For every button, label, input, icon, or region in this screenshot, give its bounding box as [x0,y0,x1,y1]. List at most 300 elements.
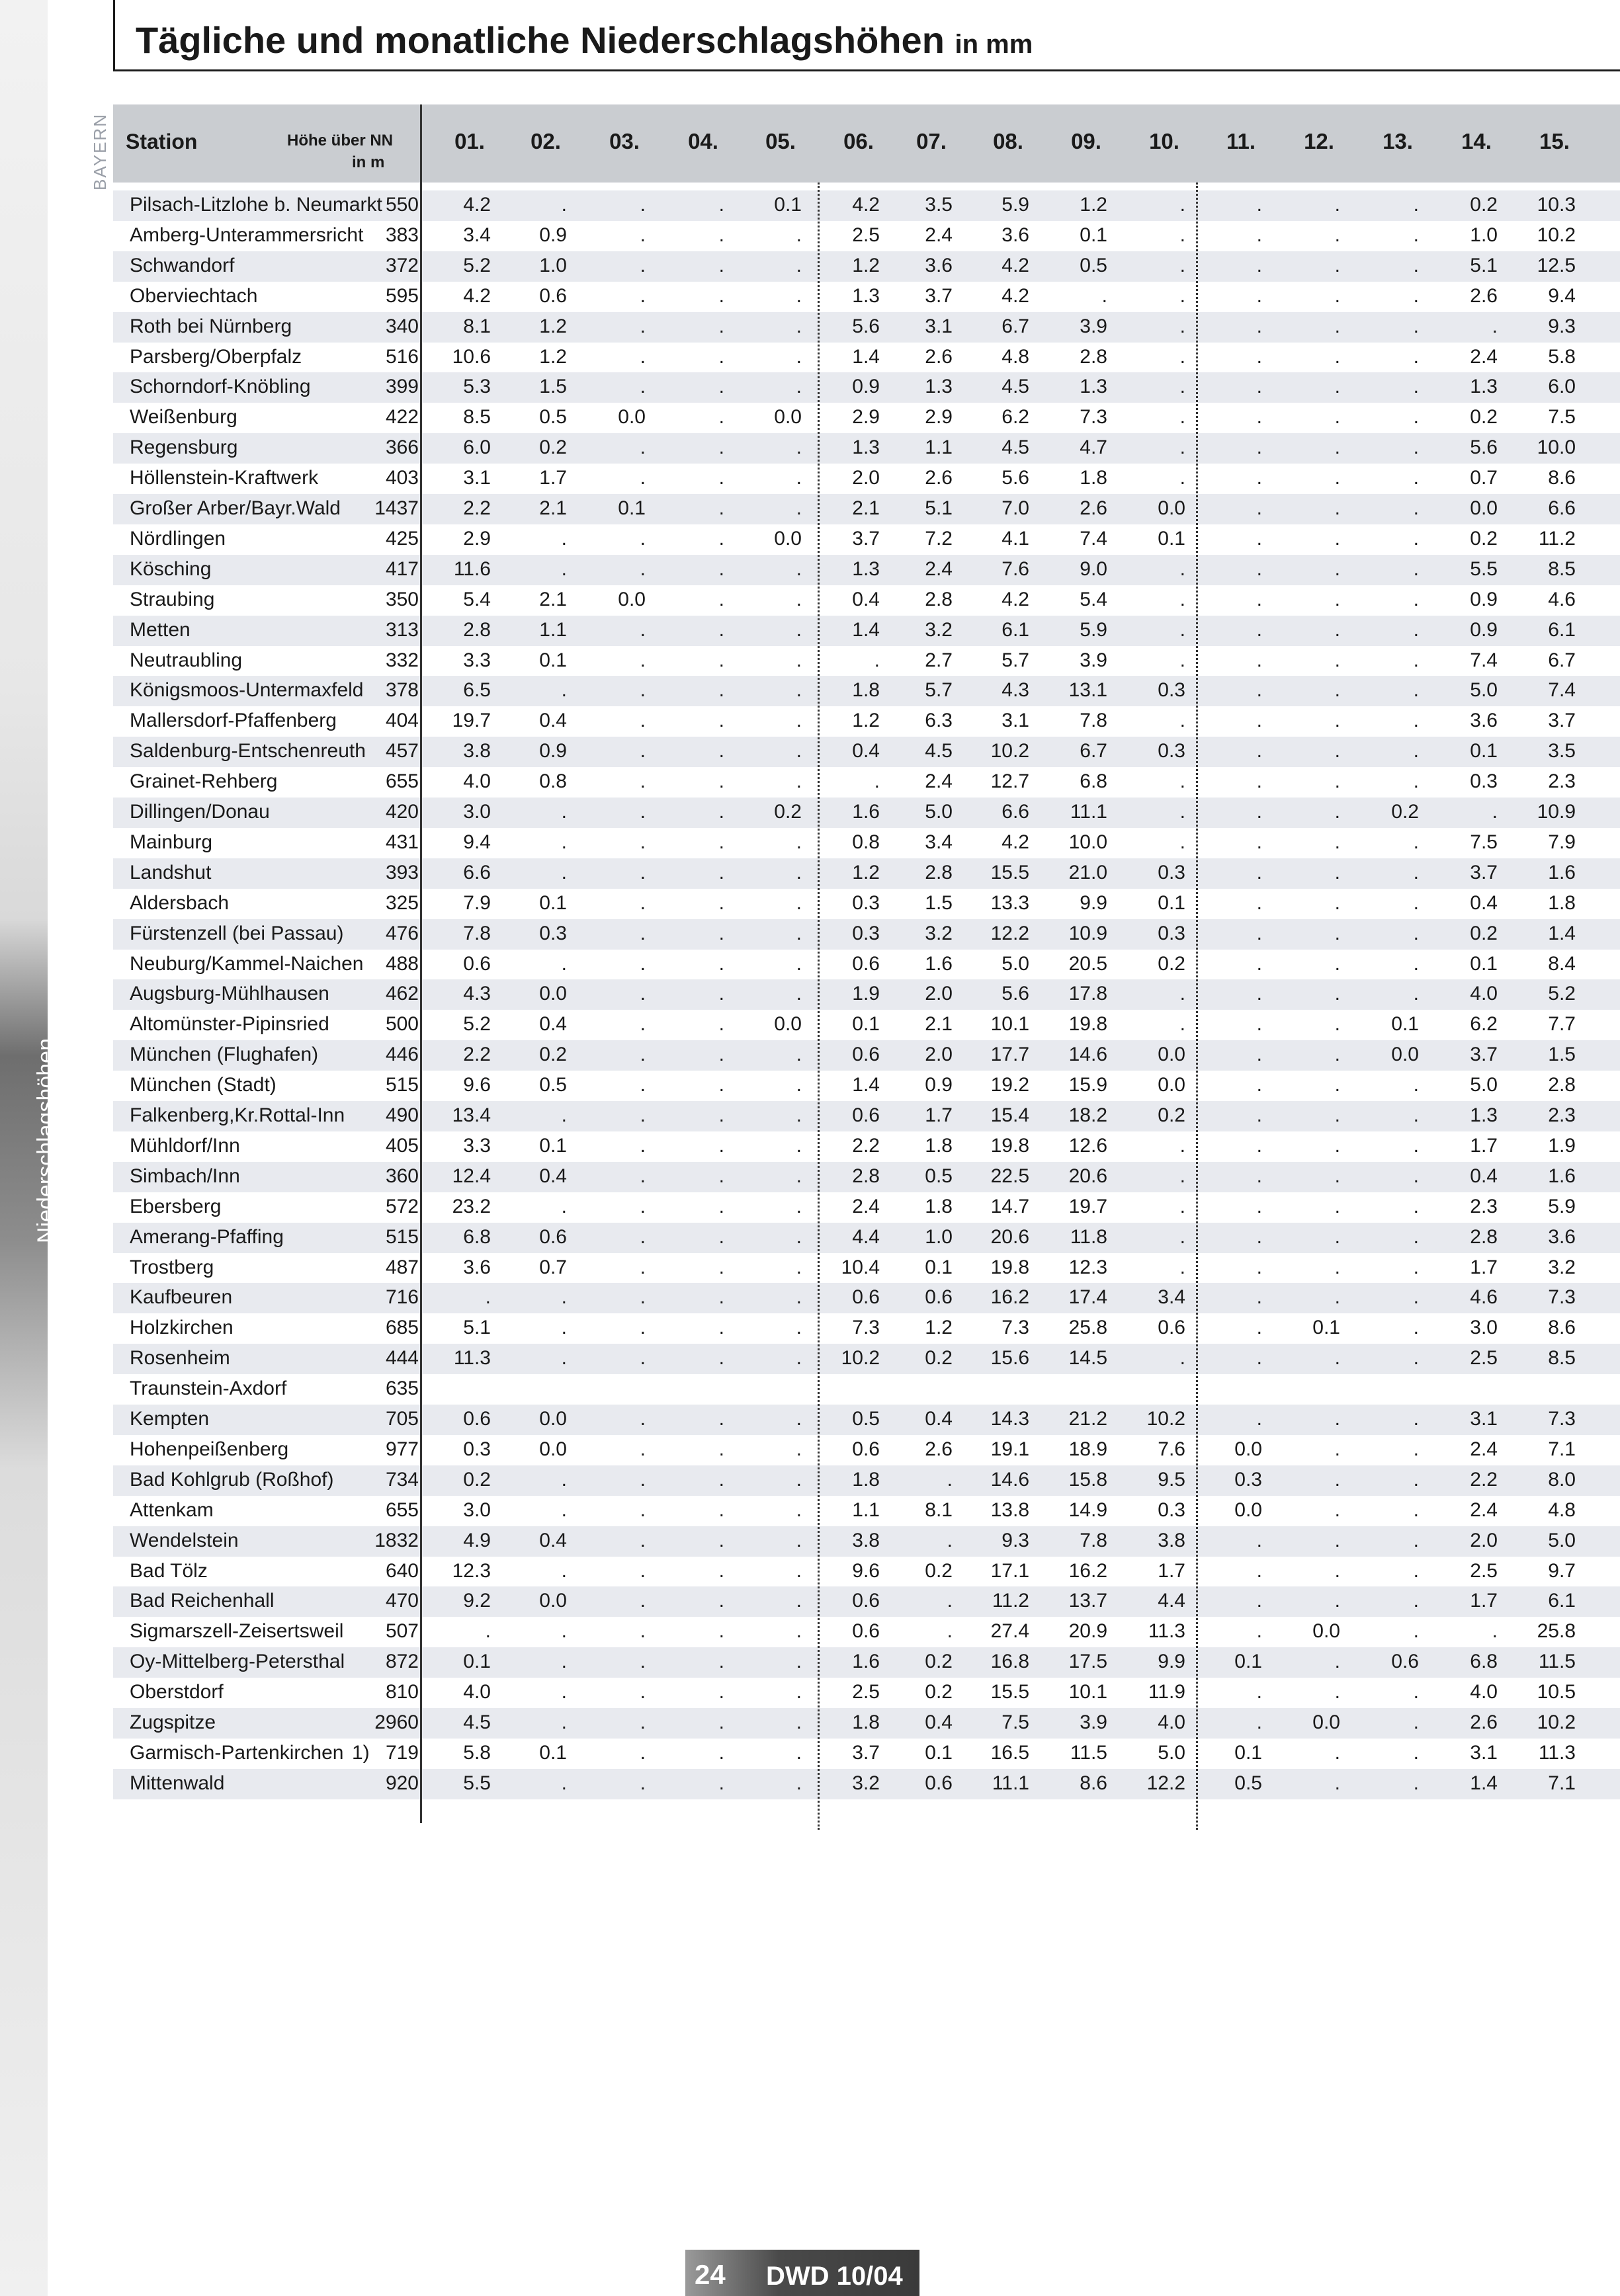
table-cell: . [1179,710,1185,732]
table-cell: 7.3 [1548,1286,1576,1309]
region-label: BAYERN [90,113,110,190]
table-cell: . [1413,467,1419,489]
table-cell: . [796,436,802,459]
table-cell: 0.8 [539,770,567,793]
table-cell: . [796,376,802,398]
table-cell: 2.8 [463,618,491,641]
table-cell: 0.3 [1470,770,1498,793]
station-name: Bad Tölz [130,1559,208,1582]
table-cell: . [1413,922,1419,944]
table-cell: 3.1 [1470,1408,1498,1430]
table-cell: . [640,254,646,276]
station-elevation: 705 [385,1408,419,1430]
table-cell: 8.6 [1548,1317,1576,1339]
table-cell: 0.2 [925,1347,953,1370]
table-cell: 10.1 [1068,1681,1107,1703]
station-name: Schwandorf [130,254,235,276]
table-cell: . [718,1559,724,1582]
table-cell: . [1413,679,1419,702]
table-cell: . [1256,376,1262,398]
table-cell: 4.6 [1548,588,1576,610]
table-cell: . [1179,284,1185,307]
table-cell: 9.3 [1548,315,1576,337]
table-cell: . [796,770,802,793]
table-cell: . [718,1529,724,1551]
table-cell: . [1413,861,1419,883]
table-cell: . [1334,1256,1340,1278]
table-cell: . [1413,1438,1419,1460]
table-cell: 19.8 [990,1134,1029,1157]
table-cell: 7.4 [1470,649,1498,671]
table-cell: . [1413,1104,1419,1126]
table-cell: . [561,1559,567,1582]
table-cell: . [796,710,802,732]
table-cell: 0.1 [539,1741,567,1764]
table-cell: . [796,1134,802,1157]
table-cell: . [640,224,646,246]
table-cell: 16.2 [1068,1559,1107,1582]
table-cell: . [1334,1590,1340,1612]
table-cell: . [796,1559,802,1582]
table-cell: 0.0 [1158,1074,1185,1096]
table-cell: . [640,801,646,823]
table-cell: . [640,1468,646,1491]
table-cell: . [640,1651,646,1673]
table-cell: . [561,1711,567,1733]
table-cell: 1.6 [1548,1165,1576,1187]
table-cell: . [561,1498,567,1521]
station-elevation: 340 [385,315,419,337]
table-cell: . [640,1620,646,1643]
table-cell: 0.6 [925,1286,953,1309]
station-name: Grainet-Rehberg [130,770,278,793]
table-cell: 5.5 [1470,557,1498,580]
table-cell: 8.5 [1548,557,1576,580]
table-cell: . [718,1468,724,1491]
table-cell: . [1334,801,1340,823]
table-cell: 0.4 [852,588,880,610]
table-cell: 18.2 [1068,1104,1107,1126]
table-cell: 6.7 [1548,649,1576,671]
table-cell: 7.9 [463,891,491,914]
table-cell: . [796,861,802,883]
table-cell: 0.0 [618,406,646,429]
table-cell: 1.3 [1470,1104,1498,1126]
table-cell: 6.7 [1002,315,1029,337]
table-cell: 1.0 [925,1225,953,1248]
table-cell: 2.1 [852,497,880,519]
station-elevation: 476 [385,922,419,944]
table-cell: 0.6 [539,1225,567,1248]
table-cell: . [1334,1408,1340,1430]
table-cell: 4.3 [463,983,491,1005]
table-cell: . [796,1225,802,1248]
table-cell: . [1334,1013,1340,1036]
table-cell: . [1256,1347,1262,1370]
table-cell: 0.3 [1158,922,1185,944]
table-cell: . [1413,740,1419,762]
table-cell: . [1256,1195,1262,1217]
table-cell: . [1179,983,1185,1005]
header-day: 09. [1071,129,1101,153]
table-cell: . [1179,831,1185,853]
table-cell: . [796,1347,802,1370]
table-cell: 0.0 [539,1590,567,1612]
table-cell: . [1256,345,1262,368]
station-name: Oberstdorf [130,1681,224,1703]
table-cell: 1.8 [925,1134,953,1157]
table-cell: 0.4 [1470,891,1498,914]
table-cell: 3.4 [463,224,491,246]
table-cell: 3.7 [1470,1044,1498,1066]
table-cell: 1.2 [852,861,880,883]
table-cell: 5.2 [1548,983,1576,1005]
table-cell: 5.9 [1080,618,1107,641]
header-day: 13. [1383,129,1413,153]
table-cell: 3.7 [1548,710,1576,732]
table-cell: 5.0 [1002,952,1029,975]
station-name: Attenkam [130,1498,214,1521]
table-cell: . [640,952,646,975]
table-cell: 4.0 [463,1681,491,1703]
table-cell: 7.6 [1002,557,1029,580]
table-cell: . [796,649,802,671]
table-cell: 7.3 [1080,406,1107,429]
table-cell: 6.1 [1548,618,1576,641]
table-cell: . [1413,1711,1419,1733]
table-cell: . [1334,1286,1340,1309]
table-cell: 10.2 [1537,224,1576,246]
table-cell: 10.4 [841,1256,880,1278]
table-cell: 0.6 [463,952,491,975]
table-cell: 14.5 [1068,1347,1107,1370]
table-cell: . [874,649,880,671]
station-elevation: 383 [385,224,419,246]
table-cell: 2.8 [852,1165,880,1187]
table-cell: . [640,1104,646,1126]
table-cell: . [640,1711,646,1733]
table-cell: 0.8 [852,831,880,853]
table-cell: 4.8 [1548,1498,1576,1521]
table-cell: 7.8 [463,922,491,944]
table-cell: . [796,1681,802,1703]
table-cell: . [1256,679,1262,702]
table-cell: . [1256,1256,1262,1278]
table-cell: 1.5 [539,376,567,398]
station-name: Mühldorf/Inn [130,1134,240,1157]
table-cell: 6.2 [1002,406,1029,429]
table-cell: 2.7 [925,649,953,671]
table-cell: . [640,1559,646,1582]
table-cell: 2.4 [1470,1498,1498,1521]
table-cell: . [561,1286,567,1309]
table-cell: 0.1 [1158,527,1185,550]
table-cell: 14.6 [990,1468,1029,1491]
title-unit: in mm [955,30,1033,59]
table-cell: 22.5 [990,1165,1029,1187]
table-cell: . [1334,1134,1340,1157]
table-cell: 12.2 [1146,1772,1185,1794]
station-elevation: 405 [385,1134,419,1157]
table-cell: 25.8 [1068,1317,1107,1339]
table-cell: . [718,588,724,610]
side-title: Niederschlagshöhen [33,1038,58,1243]
table-cell: . [1413,1559,1419,1582]
station-name: Augsburg-Mühlhausen [130,983,329,1005]
table-cell: 0.9 [539,740,567,762]
table-cell: . [1179,1134,1185,1157]
station-name: Ebersberg [130,1195,222,1217]
table-cell: 7.2 [925,527,953,550]
table-cell: 2.6 [925,345,953,368]
table-cell: . [718,194,724,216]
table-cell: 2.1 [925,1013,953,1036]
table-cell: 12.5 [1537,254,1576,276]
table-cell: . [1256,1013,1262,1036]
table-cell: . [1413,1165,1419,1187]
table-cell: 1.8 [852,1711,880,1733]
station-name: Großer Arber/Bayr.Wald [130,497,341,519]
table-cell: 9.5 [1158,1468,1185,1491]
table-cell: . [1334,436,1340,459]
table-cell: . [640,1590,646,1612]
table-cell: . [1179,1225,1185,1248]
table-cell: . [718,1134,724,1157]
table-cell: . [718,284,724,307]
table-cell: 0.1 [925,1256,953,1278]
table-cell: . [640,618,646,641]
station-name: Roth bei Nürnberg [130,315,292,337]
table-cell: . [718,1195,724,1217]
table-cell: . [640,649,646,671]
table-cell: . [796,1195,802,1217]
table-cell: 20.6 [990,1225,1029,1248]
table-cell: 3.7 [852,1741,880,1764]
table-cell: . [1334,1681,1340,1703]
table-cell: 10.1 [990,1013,1029,1036]
table-cell: . [640,194,646,216]
table-cell: . [1256,922,1262,944]
table-cell: . [718,315,724,337]
header-day: 14. [1461,129,1492,153]
table-cell: 8.6 [1080,1772,1107,1794]
table-cell: 18.9 [1068,1438,1107,1460]
table-cell: . [718,1741,724,1764]
station-name: Kaufbeuren [130,1286,233,1309]
table-cell: 0.0 [1234,1438,1262,1460]
table-cell: 19.8 [1068,1013,1107,1036]
table-cell: 1.7 [1470,1256,1498,1278]
table-cell: . [640,436,646,459]
station-elevation: 446 [385,1044,419,1066]
station-elevation: 325 [385,891,419,914]
table-cell: 11.5 [1070,1741,1107,1764]
table-cell: 4.7 [1080,436,1107,459]
table-cell: 8.5 [1548,1347,1576,1370]
table-cell: . [640,345,646,368]
table-cell: 7.9 [1548,831,1576,853]
table-cell: 0.0 [1234,1498,1262,1521]
table-cell: 10.0 [1537,436,1576,459]
station-name: Dillingen/Donau [130,801,270,823]
table-cell: . [1413,376,1419,398]
station-elevation: 500 [385,1013,419,1036]
table-cell: . [561,1468,567,1491]
table-cell: . [1413,649,1419,671]
table-cell: 3.1 [463,467,491,489]
station-elevation: 716 [385,1286,419,1309]
table-cell: . [640,1134,646,1157]
station-name: Fürstenzell (bei Passau) [130,922,344,944]
table-cell: . [640,861,646,883]
table-cell: . [1256,801,1262,823]
table-cell: 5.4 [463,588,491,610]
table-cell: 1.6 [852,1651,880,1673]
table-cell: 4.4 [1158,1590,1185,1612]
table-cell: . [718,861,724,883]
table-cell: . [1413,1772,1419,1794]
page-number: 24 [695,2259,726,2290]
table-cell: 0.9 [925,1074,953,1096]
table-cell: 3.4 [1158,1286,1185,1309]
table-cell: 0.3 [463,1438,491,1460]
table-cell: 14.7 [990,1195,1029,1217]
table-cell: 2.5 [1470,1559,1498,1582]
station-elevation: 425 [385,527,419,550]
table-cell: 6.3 [925,710,953,732]
table-cell: 5.1 [463,1317,491,1339]
station-name: München (Flughafen) [130,1044,319,1066]
table-cell: . [1179,801,1185,823]
table-cell: 4.5 [463,1711,491,1733]
table-cell: 0.5 [1234,1772,1262,1794]
table-cell: 1.1 [925,436,953,459]
station-elevation: 1832 [374,1529,419,1551]
table-cell: 1.0 [539,254,567,276]
table-cell: . [640,831,646,853]
table-cell: . [1413,1590,1419,1612]
table-cell: 1.3 [852,284,880,307]
table-cell: 17.7 [990,1044,1029,1066]
header-station: Station [126,130,198,153]
table-cell: . [1413,345,1419,368]
table-cell: 9.3 [1002,1529,1029,1551]
header-day: 11. [1226,129,1256,153]
table-cell: 2.5 [1470,1347,1498,1370]
table-cell: . [1256,740,1262,762]
table-cell: . [718,527,724,550]
table-cell: . [640,1408,646,1430]
table-cell: . [1256,770,1262,793]
table-cell: 0.4 [1470,1165,1498,1187]
station-elevation: 1437 [374,497,419,519]
table-cell: . [718,1074,724,1096]
table-cell: . [718,1408,724,1430]
table-cell: . [1413,618,1419,641]
table-cell: 7.5 [1470,831,1498,853]
station-elevation: 332 [385,649,419,671]
table-cell: 1.6 [852,801,880,823]
table-cell: . [1179,1256,1185,1278]
table-cell: 0.3 [1158,1498,1185,1521]
table-cell: 5.8 [463,1741,491,1764]
table-cell: 3.0 [463,1498,491,1521]
station-name: Garmisch-Partenkirchen [130,1741,344,1764]
table-cell: . [1334,406,1340,429]
table-cell: 2.6 [1080,497,1107,519]
table-cell: . [640,1286,646,1309]
table-cell: 7.7 [1548,1013,1576,1036]
table-cell: . [796,557,802,580]
table-cell: 10.6 [452,345,491,368]
table-cell: 19.2 [990,1074,1029,1096]
table-cell: 0.0 [618,588,646,610]
table-cell: 0.6 [852,1438,880,1460]
table-cell: 1.9 [852,983,880,1005]
table-cell: 17.1 [990,1559,1029,1582]
table-cell: . [718,1165,724,1187]
table-cell: . [718,1286,724,1309]
table-cell: . [1334,1559,1340,1582]
table-cell: . [718,1347,724,1370]
table-cell: . [1179,436,1185,459]
table-cell: 4.9 [463,1529,491,1551]
station-elevation: 403 [385,467,419,489]
table-cell: . [1334,557,1340,580]
table-cell: . [1413,1347,1419,1370]
table-cell: 0.3 [1234,1468,1262,1491]
table-cell: . [1334,254,1340,276]
table-cell: . [1179,1165,1185,1187]
station-elevation: 872 [385,1651,419,1673]
table-cell: 0.2 [463,1468,491,1491]
station-elevation: 550 [385,194,419,216]
table-cell: 11.5 [1538,1651,1576,1673]
table-cell: 1.7 [925,1104,953,1126]
table-cell: . [561,1681,567,1703]
table-cell: 19.1 [990,1438,1029,1460]
table-cell: 1.2 [539,345,567,368]
table-cell: 3.6 [1470,710,1498,732]
table-cell: 12.7 [990,770,1029,793]
table-cell: . [718,679,724,702]
table-cell: 2.2 [852,1134,880,1157]
table-cell: 0.6 [463,1408,491,1430]
table-cell: 9.9 [1158,1651,1185,1673]
table-cell: . [1334,618,1340,641]
table-cell: 0.2 [539,436,567,459]
table-cell: 3.1 [925,315,953,337]
table-cell: . [1492,315,1498,337]
table-cell: 6.8 [1080,770,1107,793]
table-cell: 2.3 [1548,770,1576,793]
header-day: 06. [843,129,874,153]
table-cell: . [1256,952,1262,975]
table-cell: . [796,1256,802,1278]
table-cell: . [1413,710,1419,732]
station-elevation: 655 [385,770,419,793]
table-cell: 0.7 [539,1256,567,1278]
station-name: Königsmoos-Untermaxfeld [130,679,364,702]
table-cell: 1.4 [852,618,880,641]
table-cell: 1.8 [852,679,880,702]
table-cell: . [718,922,724,944]
station-name: Kempten [130,1408,210,1430]
table-cell: 0.1 [925,1741,953,1764]
table-cell: . [718,406,724,429]
header-day: 12. [1304,129,1334,153]
table-cell: 2.8 [1548,1074,1576,1096]
